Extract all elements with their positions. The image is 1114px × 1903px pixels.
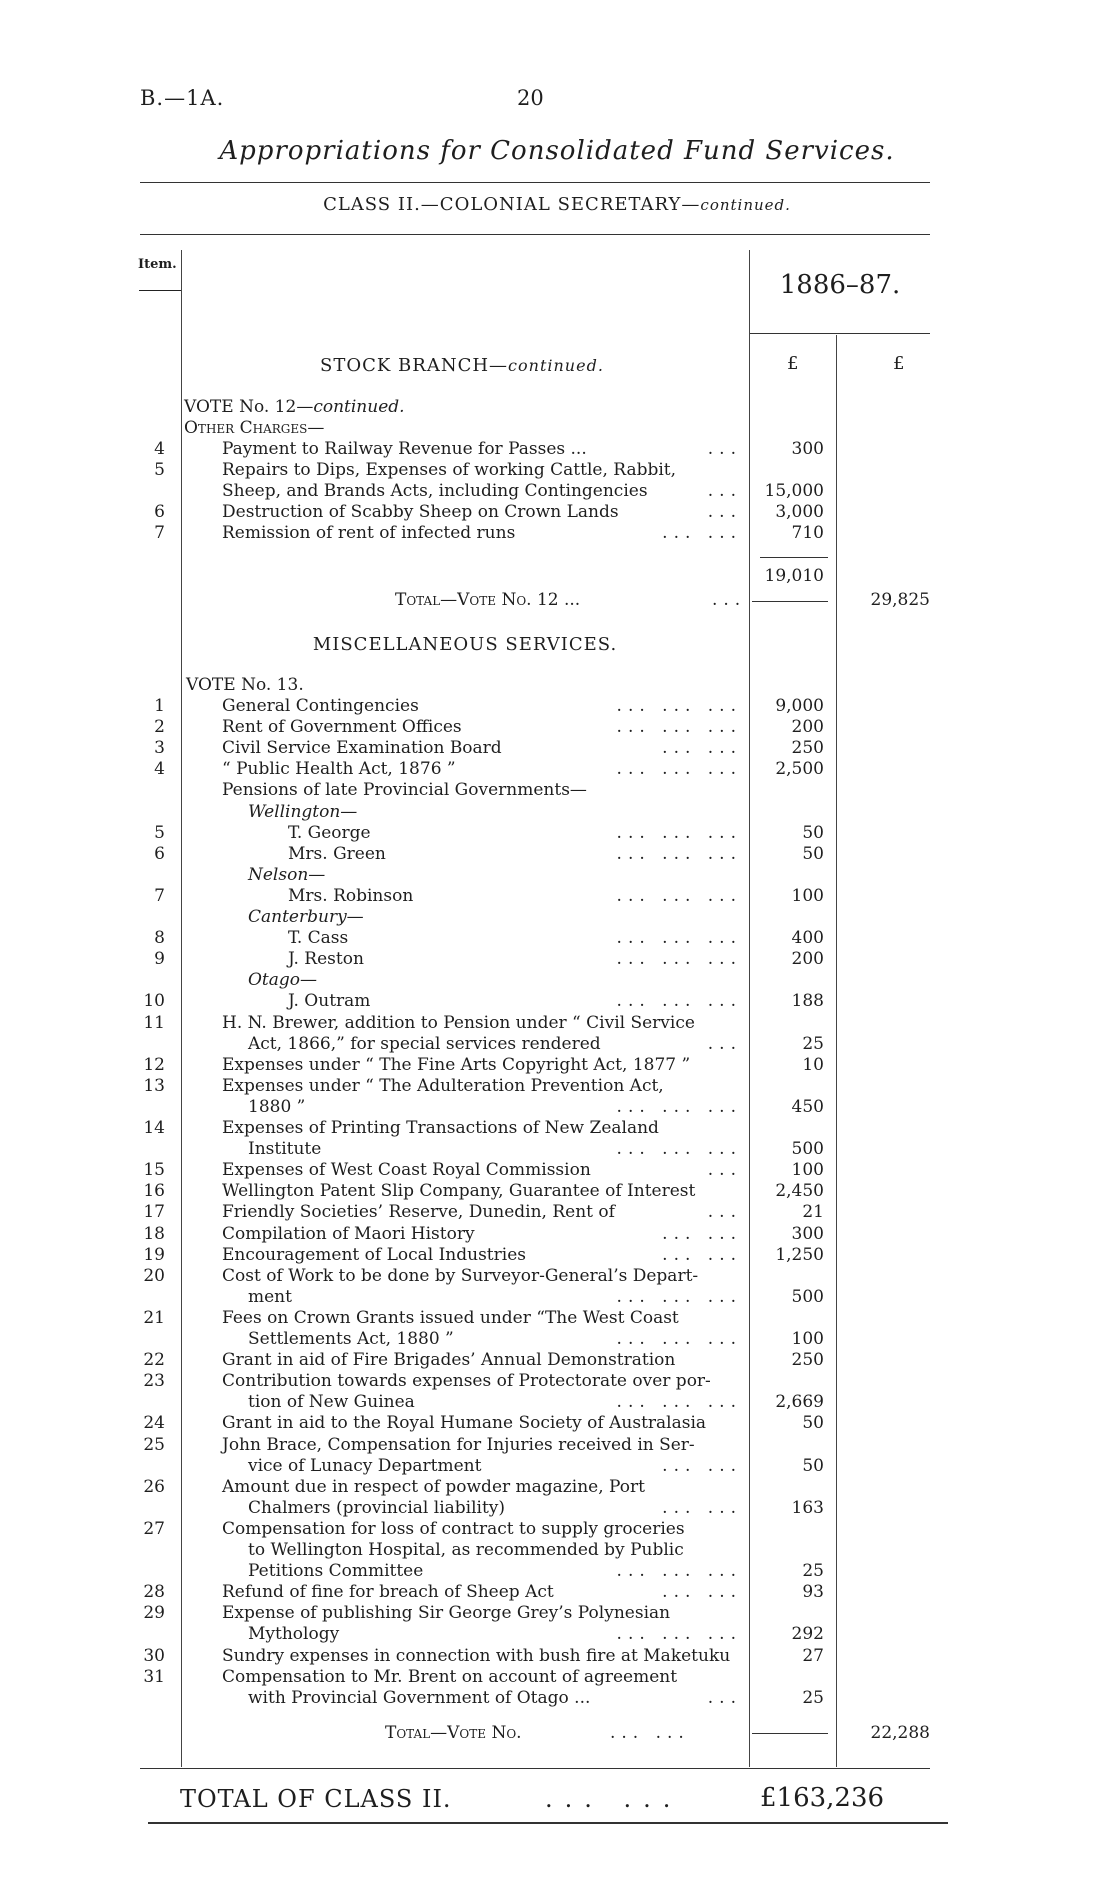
vote12-item-row [0,502,1114,523]
leader-dots: ... [707,439,742,459]
item-amount: 400 [791,928,824,949]
vote13-item-row [0,1181,1114,1202]
vote13-item-row [0,1667,1114,1688]
item-description: Expenses of Printing Transactions of New Zealand [222,1118,659,1138]
vote13-item-row [0,1561,1114,1582]
item-amount: 163 [791,1497,824,1518]
item-amount: 15,000 [764,481,824,502]
item-number: 28 [143,1582,165,1603]
vote13-item-row [0,1350,1114,1371]
item-number: 10 [143,991,165,1012]
vote13-label: VOTE No. 13. [186,675,304,695]
item-number: 26 [143,1476,165,1497]
leader-dots: ... ... ... [616,1286,742,1307]
item-description: General Contingencies [222,696,419,716]
item-description: Fees on Crown Grants issued under “The West Coast [222,1307,679,1328]
item-description: Grant in aid of Fire Brigades’ Annual Demonstration [222,1350,676,1371]
vote12-label [184,397,405,417]
item-amount: 292 [791,1624,824,1645]
vote13-item-row [0,717,1114,738]
vote12-subtotal: 19,010 [764,566,824,586]
item-description: Destruction of Scabby Sheep on Crown Lands [222,502,619,523]
leader-dots: ... [707,502,742,523]
item-number: 7 [154,523,165,544]
vote13-item-row [0,928,1114,949]
item-amount: 27 [802,1645,824,1666]
vote13-item-row [0,1519,1114,1540]
leader-dots: ... ... [662,1223,742,1244]
item-description: tion of New Guinea [248,1392,415,1413]
item-amount: 50 [802,843,824,864]
class-total-dots: ... ... [545,1785,683,1813]
item-number: 25 [143,1434,165,1455]
vote13-item-row [0,1582,1114,1603]
class-total-rule-top [140,1768,930,1769]
vote13-item-row [0,865,1114,886]
item-description: Expenses under “ The Adulteration Prevention Act, [222,1075,664,1096]
item-description: Payment to Railway Revenue for Passes ... [222,439,587,459]
item-description: Sundry expenses in connection with bush fire at Maketuku [222,1645,731,1666]
fiscal-year: 1886–87. [779,270,901,300]
leader-dots: ... ... ... [616,1624,742,1645]
item-amount: 50 [802,1413,824,1434]
item-description: to Wellington Hospital, as recommended by Public [248,1540,684,1560]
item-description: John Brace, Compensation for Injuries received in Ser- [222,1434,695,1455]
item-number: 20 [143,1265,165,1286]
item-number: 4 [154,439,165,459]
vote12-total-amount: 29,825 [870,590,930,610]
leader-dots: ... ... [662,1497,742,1518]
vote13-item-row [0,844,1114,865]
vote13-item-row [0,1266,1114,1287]
page-title: Appropriations for Consolidated Fund Services. [219,136,895,166]
vote13-item-row [0,1308,1114,1329]
item-amount: 25 [802,1033,824,1054]
leader-dots: ... ... [662,1455,742,1476]
class-title [0,194,1114,215]
currency-symbol-total: £ [893,353,905,374]
item-description: Expenses under “ The Fine Arts Copyright Act, 1877 ” [222,1054,691,1075]
leader-dots: ... ... ... [616,928,742,949]
currency-symbol-amount: £ [787,353,799,374]
item-number: 12 [143,1054,165,1075]
item-number: 4 [154,759,165,780]
vote12-subtotal-rule-bottom [752,601,828,602]
vote12-subtotal-rule-top [760,557,828,558]
vote13-item-row [0,802,1114,823]
item-description: Wellington Patent Slip Company, Guarantee of Interest [222,1181,696,1202]
vote13-item-row [0,1477,1114,1498]
vote13-item-row [0,991,1114,1012]
vote13-item-row [0,1413,1114,1434]
vote12-item-row [0,481,1114,502]
item-number: 17 [143,1202,165,1223]
vote13-item-row [0,1498,1114,1519]
item-amount: 300 [791,439,824,459]
vote13-total-label: Total—Vote No. [385,1723,522,1743]
item-amount: 500 [791,1139,824,1160]
leader-dots: ... ... ... [616,1392,742,1413]
item-description: T. Cass [288,928,349,949]
item-number: 18 [143,1223,165,1244]
item-number: 6 [154,843,165,864]
item-number: 6 [154,502,165,523]
item-description: Mrs. Green [288,843,386,864]
item-description: Remission of rent of infected runs [222,523,516,544]
item-amount: 450 [791,1096,824,1117]
vote13-item-row [0,1202,1114,1223]
vote13-item-row [0,780,1114,801]
vote13-item-row [0,1224,1114,1245]
item-number: 21 [143,1307,165,1328]
vote13-item-row [0,1076,1114,1097]
item-number: 23 [143,1371,165,1392]
table-top-rule [140,234,930,235]
vote13-item-row [0,823,1114,844]
item-description: Petitions Committee [248,1561,424,1582]
item-description: Act, 1866,” for special services rendered [248,1033,601,1054]
class-total-amount: £163,236 [760,1783,885,1813]
item-number: 1 [154,696,165,716]
vote13-item-row [0,1055,1114,1076]
item-number: 15 [143,1160,165,1181]
leader-dots: ... ... ... [616,885,742,906]
vote13-item-row [0,1160,1114,1181]
page-number: 20 [517,86,544,110]
stock-branch-title [320,355,604,376]
leader-dots: ... ... ... [616,1329,742,1349]
vote12-total-label: Total—Vote No. 12 ... [395,590,581,610]
vote13-item-row [0,1013,1114,1034]
class-title-main: CLASS II.—COLONIAL SECRETARY— [323,194,701,215]
vote13-item-row [0,1371,1114,1392]
vote13-item-row [0,907,1114,928]
item-amount: 250 [791,1350,824,1371]
item-description: Mythology [248,1624,340,1645]
item-description: 1880 ” [248,1096,306,1117]
item-description: Civil Service Examination Board [222,738,502,759]
item-description: with Provincial Government of Otago ... [248,1687,591,1708]
item-amount: 100 [791,1329,824,1349]
vote13-item-row [0,1392,1114,1413]
other-charges-heading: Other Charges— [184,418,325,438]
vote13-item-row [0,696,1114,717]
vote13-item-row [0,1688,1114,1709]
item-number: 7 [154,885,165,906]
leader-dots: ... ... ... [616,949,742,970]
vote13-item-row [0,1118,1114,1139]
vote13-item-row [0,1603,1114,1624]
item-amount: 500 [791,1286,824,1307]
stock-branch-suffix: continued. [508,356,604,375]
item-amount: 10 [802,1054,824,1075]
item-amount: 300 [791,1223,824,1244]
vote13-item-row [0,970,1114,991]
leader-dots: ... ... ... [616,991,742,1012]
document-code: B.—1A. [140,86,225,110]
leader-dots: ... ... ... [616,759,742,780]
item-description: Institute [248,1139,322,1160]
vote13-item-row [0,738,1114,759]
class-total-rule-bottom [148,1822,948,1824]
leader-dots: ... ... ... [616,1561,742,1582]
item-amount: 25 [802,1561,824,1582]
item-number: 31 [143,1666,165,1687]
item-description: Compensation for loss of contract to supply groceries [222,1518,685,1539]
leader-dots: ... ... [662,523,742,544]
vote12-item-row [0,439,1114,460]
item-description: Wellington— [248,801,358,822]
item-description: J. Outram [288,991,371,1012]
item-number: 30 [143,1645,165,1666]
item-description: Otago— [248,970,318,991]
leader-dots: ... [707,1160,742,1181]
vote13-item-row [0,1034,1114,1055]
leader-dots: ... ... ... [616,717,742,738]
item-description: Nelson— [248,864,326,885]
item-description: Amount due in respect of powder magazine, Port [222,1476,645,1497]
leader-dots: ... ... [662,1244,742,1265]
item-amount: 710 [791,523,824,544]
vote13-item-row [0,1435,1114,1456]
item-amount: 2,500 [775,759,824,780]
item-description: Settlements Act, 1880 ” [248,1329,454,1349]
item-description: ment [248,1286,292,1307]
vote13-total-dots: ... ... [610,1723,690,1743]
leader-dots: ... [707,481,742,502]
item-number: 13 [143,1075,165,1096]
vote13-total-amount: 22,288 [870,1723,930,1743]
item-number: 3 [154,738,165,759]
vote13-item-row [0,1540,1114,1561]
vote13-item-row [0,1097,1114,1118]
vote12-label-suffix: continued. [313,397,405,417]
item-description: T. George [288,822,371,843]
title-rule [140,182,930,183]
item-description: Sheep, and Brands Acts, including Contingencies [222,481,648,502]
item-description: Friendly Societies’ Reserve, Dunedin, Rent of [222,1202,615,1223]
item-number: 9 [154,949,165,970]
item-amount: 3,000 [775,502,824,523]
item-number: 5 [154,822,165,843]
item-description: Contribution towards expenses of Protectorate over por- [222,1371,711,1392]
item-description: Cost of Work to be done by Surveyor-General’s Depart- [222,1265,699,1286]
leader-dots: ... ... ... [616,1139,742,1160]
item-number: 22 [143,1350,165,1371]
leader-dots: ... ... ... [616,696,742,716]
leader-dots: ... [707,1033,742,1054]
item-description: Refund of fine for breach of Sheep Act [222,1582,554,1603]
item-amount: 25 [802,1687,824,1708]
vote13-item-row [0,1245,1114,1266]
item-description: J. Reston [288,949,364,970]
item-description: Mrs. Robinson [288,885,414,906]
vote13-total-rule [752,1733,828,1734]
leader-dots: ... ... [662,738,742,759]
item-amount: 50 [802,822,824,843]
item-amount: 100 [791,885,824,906]
vote13-item-row [0,886,1114,907]
vote12-total-dots: ... [712,590,747,610]
item-number: 19 [143,1244,165,1265]
item-description: Canterbury— [248,907,364,927]
leader-dots: ... [707,1687,742,1708]
item-description: “ Public Health Act, 1876 ” [222,759,456,780]
item-amount: 188 [791,991,824,1012]
year-underline [750,333,930,334]
vote13-item-row [0,1624,1114,1645]
item-number: 16 [143,1181,165,1202]
vote13-item-row [0,949,1114,970]
leader-dots: ... ... ... [616,822,742,843]
item-description: Chalmers (provincial liability) [248,1497,506,1518]
item-column-header: Item. [138,257,177,272]
item-amount: 250 [791,738,824,759]
item-number: 2 [154,717,165,738]
item-amount: 200 [791,717,824,738]
item-description: Expenses of West Coast Royal Commission [222,1160,591,1181]
item-description: H. N. Brewer, addition to Pension under “ Civil Service [222,1012,695,1033]
item-number: 11 [143,1012,165,1033]
leader-dots: ... ... ... [616,1096,742,1117]
class-title-suffix: continued. [700,196,791,214]
leader-dots: ... [707,1202,742,1223]
vote13-item-row [0,1139,1114,1160]
item-description: Rent of Government Offices [222,717,462,738]
class-total-label: TOTAL OF CLASS II. [180,1785,452,1813]
misc-services-title: MISCELLANEOUS SERVICES. [312,634,618,655]
item-header-underline [139,290,181,291]
vote13-item-row [0,759,1114,780]
item-amount: 200 [791,949,824,970]
leader-dots: ... ... ... [616,843,742,864]
item-number: 27 [143,1518,165,1539]
item-amount: 1,250 [775,1244,824,1265]
item-amount: 100 [791,1160,824,1181]
vote13-item-row [0,1646,1114,1667]
vote13-item-row [0,1329,1114,1350]
item-description: Expense of publishing Sir George Grey’s Polynesian [222,1603,671,1624]
item-description: Repairs to Dips, Expenses of working Cattle, Rabbit, [222,460,677,481]
item-amount: 2,669 [775,1392,824,1413]
item-number: 29 [143,1603,165,1624]
item-amount: 2,450 [775,1181,824,1202]
vote12-label-main: VOTE No. 12— [184,397,314,417]
item-number: 14 [143,1118,165,1138]
item-amount: 21 [802,1202,824,1223]
stock-branch-label: STOCK BRANCH— [320,355,509,376]
vote12-item-row [0,523,1114,544]
item-number: 5 [154,460,165,481]
vote12-item-row [0,460,1114,481]
leader-dots: ... ... [662,1582,742,1603]
item-description: vice of Lunacy Department [248,1455,482,1476]
item-description: Compensation to Mr. Brent on account of agreement [222,1666,678,1687]
item-number: 24 [143,1413,165,1434]
item-amount: 9,000 [775,696,824,716]
item-amount: 93 [802,1582,824,1603]
item-amount: 50 [802,1455,824,1476]
item-description: Encouragement of Local Industries [222,1244,526,1265]
item-description: Grant in aid to the Royal Humane Society of Australasia [222,1413,707,1434]
item-number: 8 [154,928,165,949]
item-description: Compilation of Maori History [222,1223,475,1244]
vote13-item-row [0,1287,1114,1308]
vote13-item-row [0,1456,1114,1477]
item-description: Pensions of late Provincial Governments— [222,780,587,801]
